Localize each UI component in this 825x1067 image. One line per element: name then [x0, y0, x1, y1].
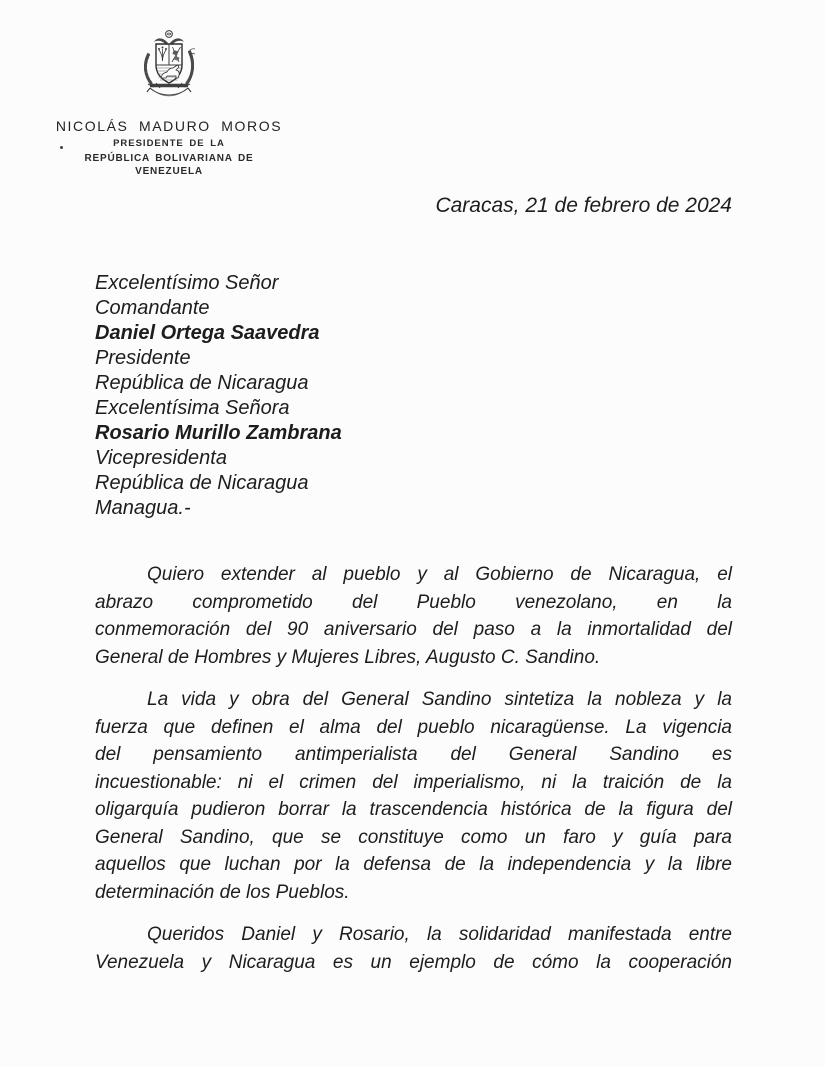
body-line: conmemoración del 90 aniversario del paso a la inmortalidad del	[95, 619, 732, 640]
recipient-line: Daniel Ortega Saavedra	[95, 322, 320, 344]
recipient-line: Excelentísimo Señor	[95, 272, 279, 294]
body-line: Queridos Daniel y Rosario, la solidaridad manifestada entre	[147, 924, 732, 945]
body-line: del pensamiento antimperialista del General Sandino es	[95, 744, 732, 765]
dateline: Caracas, 21 de febrero de 2024	[435, 194, 732, 217]
letterhead-title-line1: PRESIDENTE DE LA	[113, 138, 225, 149]
venezuela-coat-of-arms-icon	[136, 28, 202, 106]
body-line: incuestionable: ni el crimen del imperialismo, ni la traición de la	[95, 771, 732, 793]
letterhead	[53, 28, 285, 178]
recipient-line: Managua.-	[95, 497, 191, 519]
recipient-line: Comandante	[95, 297, 210, 319]
body-line: Quiero extender al pueblo y al Gobierno de Nicaragua, el	[147, 564, 732, 585]
recipient-line: Rosario Murillo Zambrana	[95, 422, 342, 444]
body-line: General de Hombres y Mujeres Libres, Augusto C. Sandino.	[95, 646, 601, 668]
body-line: abrazo comprometido del Pueblo venezolano, en la	[95, 591, 732, 613]
paragraph	[95, 921, 732, 976]
paragraph	[95, 686, 732, 906]
letterhead-name: NICOLÁS MADURO MOROS	[55, 118, 283, 134]
letter-body	[95, 561, 732, 991]
body-line: fuerza que definen el alma del pueblo nicaragüense. La vigencia	[95, 716, 732, 738]
body-line: Venezuela y Nicaragua es un ejemplo de cómo la cooperación	[95, 951, 732, 973]
body-line: General Sandino, que se constituye como un faro y guía para	[95, 826, 732, 848]
recipient-line: República de Nicaragua	[95, 472, 309, 494]
body-line: La vida y obra del General Sandino sintetiza la nobleza y la	[147, 689, 732, 710]
recipient-line: República de Nicaragua	[95, 372, 309, 394]
recipient-line: Excelentísima Señora	[95, 397, 290, 419]
letterhead-title-line2: REPÚBLICA BOLIVARIANA DE VENEZUELA	[84, 153, 254, 177]
scan-artifact-dot	[60, 146, 63, 149]
body-line: determinación de los Pueblos.	[95, 881, 350, 903]
recipient-block	[95, 271, 342, 521]
body-line: aquellos que luchan por la defensa de la independencia y la libre	[95, 854, 732, 875]
paragraph	[95, 561, 732, 671]
recipient-line: Vicepresidenta	[95, 447, 227, 469]
recipient-line: Presidente	[95, 347, 191, 369]
body-line: oligarquía pudieron borrar la trascendencia histórica de la figura del	[95, 799, 732, 820]
